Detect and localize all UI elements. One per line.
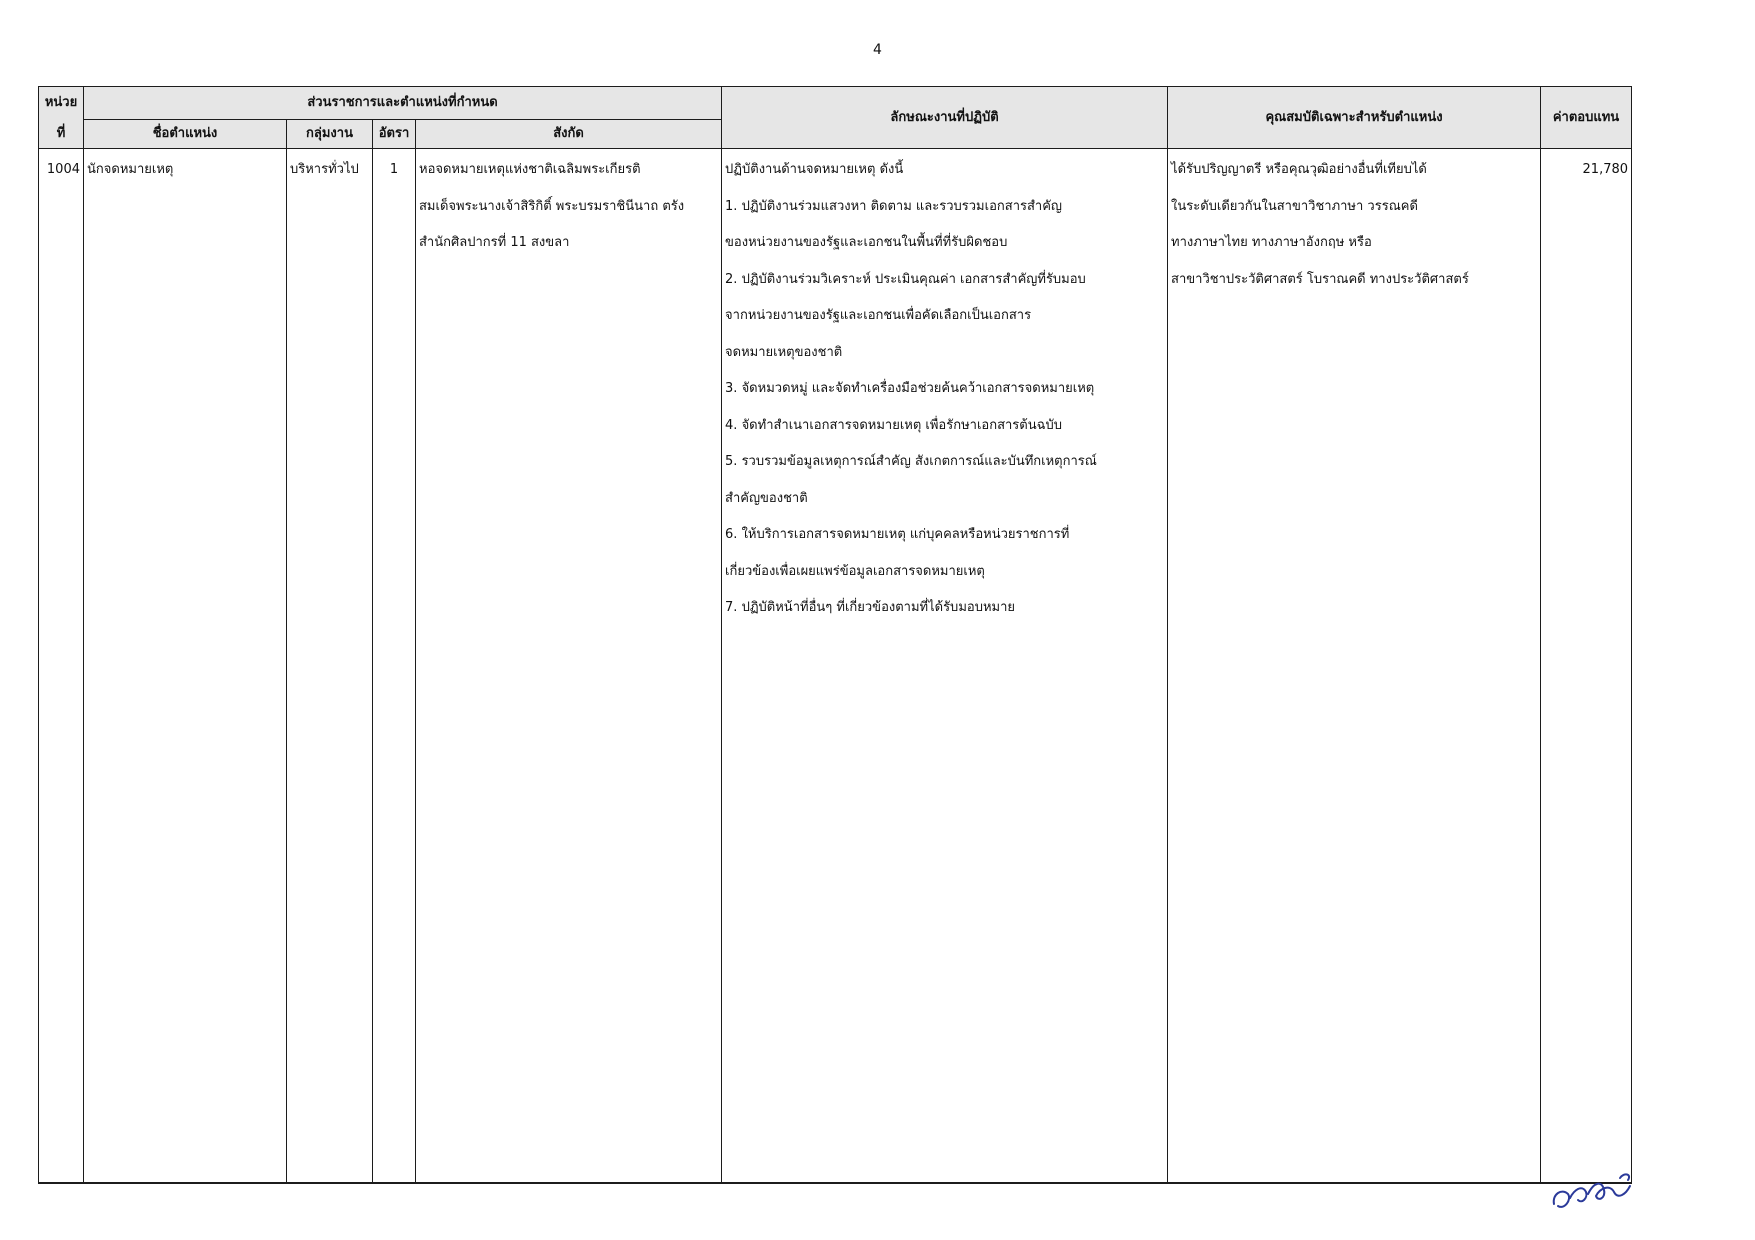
header-unit-no-line2: ที่: [39, 120, 84, 149]
cell-rate: 1: [373, 149, 416, 1184]
job-description-line: ของหน่วยงานของรัฐและเอกชนในพื้นที่ที่รับผิดชอบ: [725, 235, 1008, 250]
cell-work-group: บริหารทั่วไป: [287, 149, 373, 1184]
cell-position-name: นักจดหมายเหตุ: [84, 149, 287, 1184]
job-description-line: สำคัญของชาติ: [725, 490, 808, 506]
cell-affiliation: [416, 149, 722, 1184]
header-position-name: ชื่อตำแหน่ง: [84, 120, 287, 149]
job-description-line: 7. ปฏิบัติหน้าที่อื่นๆ ที่เกี่ยวข้องตามที่ได้รับมอบหมาย: [725, 600, 1015, 615]
header-group: ส่วนราชการและตำแหน่งที่กำหนด: [84, 87, 722, 120]
qualification-line: สาขาวิชาประวัติศาสตร์ โบราณคดี ทางประวัติศาสตร์: [1171, 271, 1469, 287]
cell-compensation: 21,780: [1541, 149, 1632, 1184]
signature-stroke: [1554, 1174, 1630, 1207]
header-unit-no: หน่วย: [39, 87, 84, 120]
job-description-line: จากหน่วยงานของรัฐและเอกชนเพื่อคัดเลือกเป็นเอกสาร: [725, 308, 1032, 323]
affiliation-line: หอจดหมายเหตุแห่งชาติเฉลิมพระเกียรติ: [419, 162, 641, 177]
header-job-description: ลักษณะงานที่ปฏิบัติ: [722, 87, 1168, 149]
affiliation-line: สำนักศิลปากรที่ 11 สงขลา: [419, 235, 570, 250]
job-description-line: 5. รวบรวมข้อมูลเหตุการณ์สำคัญ สังเกตการณ์และบันทึกเหตุการณ์: [725, 454, 1097, 469]
header-qualifications: คุณสมบัติเฉพาะสำหรับตำแหน่ง: [1168, 87, 1541, 149]
qualification-line: ได้รับปริญญาตรี หรือคุณวุฒิอย่างอื่นที่เทียบได้: [1171, 162, 1427, 177]
table-row: [39, 149, 1632, 1184]
affiliation-line: สมเด็จพระนางเจ้าสิริกิติ์ พระบรมราชินีนาถ ตรัง: [419, 198, 685, 214]
cell-unit-no: 1004: [39, 149, 84, 1184]
cell-qualifications: [1168, 149, 1541, 1184]
job-description-line: 6. ให้บริการเอกสารจดหมายเหตุ แก่บุคคลหรือหน่วยราชการที่: [725, 527, 1070, 542]
job-description-line: 2. ปฏิบัติงานร่วมวิเคราะห์ ประเมินคุณค่า เอกสารสำคัญที่รับมอบ: [725, 271, 1086, 287]
header-rate: อัตรา: [373, 120, 416, 149]
position-table: [38, 86, 1632, 1184]
header-compensation: ค่าตอบแทน: [1541, 87, 1632, 149]
qualification-line: ทางภาษาไทย ทางภาษาอังกฤษ หรือ: [1171, 235, 1372, 250]
job-description-line: ปฏิบัติงานด้านจดหมายเหตุ ดังนี้: [725, 162, 904, 177]
job-description-line: 1. ปฏิบัติงานร่วมแสวงหา ติดตาม และรวบรวมเอกสารสำคัญ: [725, 198, 1062, 214]
cell-job-description: [722, 149, 1168, 1184]
qualification-line: ในระดับเดียวกันในสาขาวิชาภาษา วรรณคดี: [1171, 198, 1418, 214]
signature-mark: [1548, 1164, 1658, 1218]
job-description-line: จดหมายเหตุของชาติ: [725, 344, 843, 360]
page-number: 4: [873, 42, 882, 58]
header-affiliation: สังกัด: [416, 120, 722, 149]
header-row-top: [39, 87, 1632, 120]
job-description-line: เกี่ยวข้องเพื่อเผยแพร่ข้อมูลเอกสารจดหมายเหตุ: [725, 563, 985, 579]
header-work-group: กลุ่มงาน: [287, 120, 373, 149]
job-description-line: 4. จัดทำสำเนาเอกสารจดหมายเหตุ เพื่อรักษาเอกสารต้นฉบับ: [725, 417, 1062, 433]
job-description-line: 3. จัดหมวดหมู่ และจัดทำเครื่องมือช่วยค้นคว้าเอกสารจดหมายเหตุ: [725, 381, 1095, 396]
